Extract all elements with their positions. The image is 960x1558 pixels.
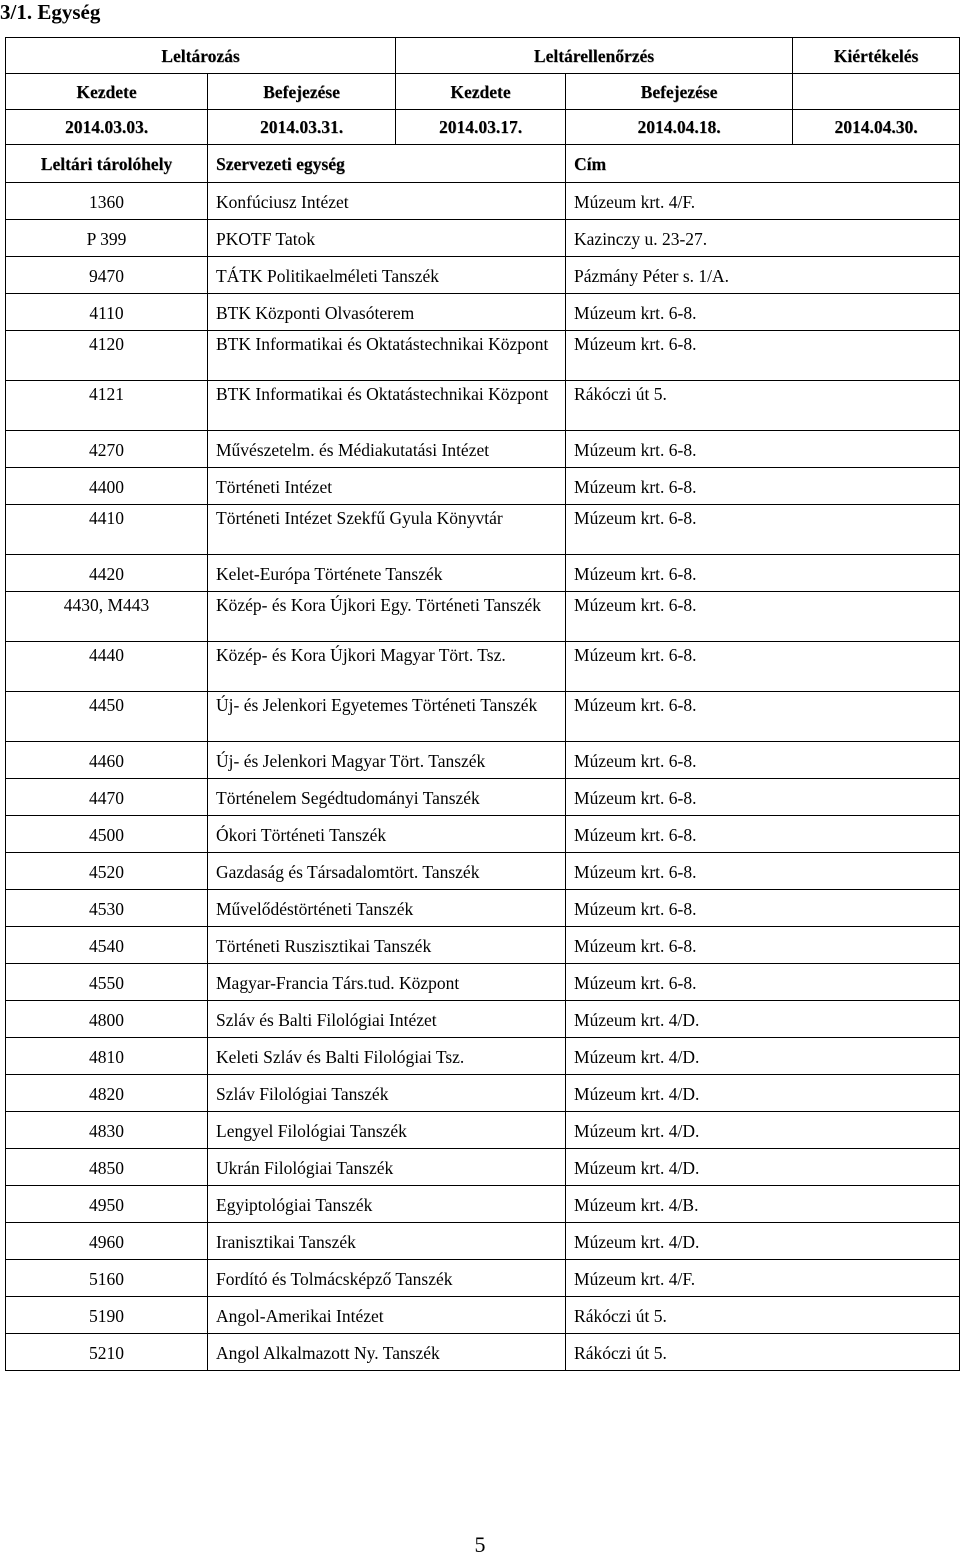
address-cell: Múzeum krt. 6-8.	[566, 592, 960, 642]
address-cell: Múzeum krt. 4/D.	[566, 1112, 960, 1149]
storage-code-cell: 5190	[6, 1297, 208, 1334]
unit-cell: Történeti Intézet	[208, 468, 566, 505]
storage-code-cell: 4950	[6, 1186, 208, 1223]
unit-cell: BTK Informatikai és Oktatástechnikai Központ	[208, 381, 566, 431]
header-kezdete-2: Kezdete	[396, 74, 566, 110]
unit-cell: Ókori Történeti Tanszék	[208, 816, 566, 853]
unit-cell: BTK Központi Olvasóterem	[208, 294, 566, 331]
header-kezdete-1: Kezdete	[6, 74, 208, 110]
header-row-labels	[6, 74, 960, 110]
storage-code-cell: 4520	[6, 853, 208, 890]
table-row	[6, 692, 960, 742]
unit-cell: Angol-Amerikai Intézet	[208, 1297, 566, 1334]
address-cell: Múzeum krt. 6-8.	[566, 816, 960, 853]
table-row	[6, 1038, 960, 1075]
unit-cell: Szláv és Balti Filológiai Intézet	[208, 1001, 566, 1038]
address-cell: Múzeum krt. 6-8.	[566, 853, 960, 890]
header-befejezese-1: Befejezése	[208, 74, 396, 110]
storage-code-cell: 4450	[6, 692, 208, 742]
unit-cell: Kelet-Európa Története Tanszék	[208, 555, 566, 592]
storage-code-cell: 4550	[6, 964, 208, 1001]
unit-cell: Új- és Jelenkori Magyar Tört. Tanszék	[208, 742, 566, 779]
table-row	[6, 555, 960, 592]
storage-code-cell: 4800	[6, 1001, 208, 1038]
address-cell: Múzeum krt. 4/D.	[566, 1223, 960, 1260]
column-header-egyseg: Szervezeti egység	[208, 145, 566, 183]
header-row-phases	[6, 38, 960, 74]
column-header-cim: Cím	[566, 145, 960, 183]
header-kiertekeles: Kiértékelés	[793, 38, 960, 74]
address-cell: Múzeum krt. 4/D.	[566, 1075, 960, 1112]
unit-cell: Ukrán Filológiai Tanszék	[208, 1149, 566, 1186]
unit-cell: TÁTK Politikaelméleti Tanszék	[208, 257, 566, 294]
header-empty-cell	[793, 74, 960, 110]
address-cell: Múzeum krt. 6-8.	[566, 331, 960, 381]
address-cell: Múzeum krt. 4/D.	[566, 1001, 960, 1038]
table-row	[6, 1112, 960, 1149]
date-cell: 2014.03.03.	[6, 110, 208, 145]
unit-cell: Művészetelm. és Médiakutatási Intézet	[208, 431, 566, 468]
table-row	[6, 592, 960, 642]
address-cell: Múzeum krt. 6-8.	[566, 468, 960, 505]
unit-cell: Történeti Ruszisztikai Tanszék	[208, 927, 566, 964]
address-cell: Múzeum krt. 6-8.	[566, 555, 960, 592]
storage-code-cell: 5160	[6, 1260, 208, 1297]
storage-code-cell: 9470	[6, 257, 208, 294]
table-row	[6, 890, 960, 927]
address-cell: Múzeum krt. 6-8.	[566, 505, 960, 555]
table-row	[6, 1260, 960, 1297]
storage-code-cell: P 399	[6, 220, 208, 257]
storage-code-cell: 4120	[6, 331, 208, 381]
unit-cell: Magyar-Francia Társ.tud. Központ	[208, 964, 566, 1001]
storage-code-cell: 4410	[6, 505, 208, 555]
table-row	[6, 964, 960, 1001]
table-row	[6, 220, 960, 257]
date-cell: 2014.04.18.	[566, 110, 793, 145]
address-cell: Kazinczy u. 23-27.	[566, 220, 960, 257]
unit-cell: Történelem Segédtudományi Tanszék	[208, 779, 566, 816]
header-leltarellenorzes: Leltárellenőrzés	[396, 38, 793, 74]
address-cell: Múzeum krt. 6-8.	[566, 779, 960, 816]
table-row	[6, 183, 960, 220]
storage-code-cell: 4810	[6, 1038, 208, 1075]
storage-code-cell: 4430, M443	[6, 592, 208, 642]
storage-code-cell: 4400	[6, 468, 208, 505]
address-cell: Rákóczi út 5.	[566, 1334, 960, 1371]
unit-cell: Fordító és Tolmácsképző Tanszék	[208, 1260, 566, 1297]
table-row	[6, 505, 960, 555]
address-cell: Múzeum krt. 4/F.	[566, 183, 960, 220]
unit-cell: Közép- és Kora Újkori Egy. Történeti Tanszék	[208, 592, 566, 642]
address-cell: Múzeum krt. 6-8.	[566, 742, 960, 779]
table-row	[6, 1334, 960, 1371]
storage-code-cell: 5210	[6, 1334, 208, 1371]
unit-cell: Keleti Szláv és Balti Filológiai Tsz.	[208, 1038, 566, 1075]
address-cell: Múzeum krt. 4/D.	[566, 1149, 960, 1186]
date-cell: 2014.03.31.	[208, 110, 396, 145]
storage-code-cell: 4820	[6, 1075, 208, 1112]
unit-cell: Történeti Intézet Szekfű Gyula Könyvtár	[208, 505, 566, 555]
storage-code-cell: 4420	[6, 555, 208, 592]
address-cell: Múzeum krt. 4/B.	[566, 1186, 960, 1223]
unit-cell: Angol Alkalmazott Ny. Tanszék	[208, 1334, 566, 1371]
table-row	[6, 816, 960, 853]
address-cell: Múzeum krt. 6-8.	[566, 294, 960, 331]
header-befejezese-2: Befejezése	[566, 74, 793, 110]
section-title: 3/1. Egység	[0, 0, 101, 24]
table-row	[6, 1297, 960, 1334]
table-row	[6, 331, 960, 381]
storage-code-cell: 4960	[6, 1223, 208, 1260]
address-cell: Rákóczi út 5.	[566, 1297, 960, 1334]
table-row	[6, 779, 960, 816]
storage-code-cell: 4110	[6, 294, 208, 331]
unit-cell: PKOTF Tatok	[208, 220, 566, 257]
unit-cell: Lengyel Filológiai Tanszék	[208, 1112, 566, 1149]
address-cell: Múzeum krt. 4/F.	[566, 1260, 960, 1297]
storage-code-cell: 4850	[6, 1149, 208, 1186]
table-row	[6, 431, 960, 468]
header-leltarozas: Leltározás	[6, 38, 396, 74]
address-cell: Múzeum krt. 6-8.	[566, 964, 960, 1001]
unit-cell: Konfúciusz Intézet	[208, 183, 566, 220]
storage-code-cell: 4830	[6, 1112, 208, 1149]
table-row	[6, 642, 960, 692]
unit-cell: Közép- és Kora Újkori Magyar Tört. Tsz.	[208, 642, 566, 692]
date-cell: 2014.04.30.	[793, 110, 960, 145]
address-cell: Múzeum krt. 6-8.	[566, 927, 960, 964]
table-row	[6, 1149, 960, 1186]
table-row	[6, 927, 960, 964]
storage-code-cell: 4540	[6, 927, 208, 964]
unit-cell: Egyiptológiai Tanszék	[208, 1186, 566, 1223]
date-cell: 2014.03.17.	[396, 110, 566, 145]
storage-code-cell: 4530	[6, 890, 208, 927]
storage-code-cell: 4470	[6, 779, 208, 816]
table-row	[6, 468, 960, 505]
address-cell: Múzeum krt. 6-8.	[566, 692, 960, 742]
storage-code-cell: 4440	[6, 642, 208, 692]
storage-code-cell: 4121	[6, 381, 208, 431]
table-row	[6, 742, 960, 779]
table-row	[6, 853, 960, 890]
unit-cell: Új- és Jelenkori Egyetemes Történeti Tanszék	[208, 692, 566, 742]
unit-cell: Iranisztikai Tanszék	[208, 1223, 566, 1260]
unit-cell: Szláv Filológiai Tanszék	[208, 1075, 566, 1112]
table-row	[6, 1075, 960, 1112]
address-cell: Pázmány Péter s. 1/A.	[566, 257, 960, 294]
header-row-dates	[6, 110, 960, 145]
storage-code-cell: 4500	[6, 816, 208, 853]
address-cell: Múzeum krt. 6-8.	[566, 890, 960, 927]
address-cell: Rákóczi út 5.	[566, 381, 960, 431]
table-row	[6, 294, 960, 331]
table-row	[6, 257, 960, 294]
table-row	[6, 1186, 960, 1223]
storage-code-cell: 4460	[6, 742, 208, 779]
page-number: 5	[474, 1532, 486, 1557]
unit-cell: Gazdaság és Társadalomtört. Tanszék	[208, 853, 566, 890]
table-row	[6, 381, 960, 431]
address-cell: Múzeum krt. 6-8.	[566, 431, 960, 468]
storage-code-cell: 4270	[6, 431, 208, 468]
unit-cell: BTK Informatikai és Oktatástechnikai Központ	[208, 331, 566, 381]
table-row	[6, 1001, 960, 1038]
storage-code-cell: 1360	[6, 183, 208, 220]
column-header-tarolohely: Leltári tárolóhely	[6, 145, 208, 183]
inventory-table	[5, 37, 960, 1371]
table-row	[6, 1223, 960, 1260]
unit-cell: Művelődéstörténeti Tanszék	[208, 890, 566, 927]
address-cell: Múzeum krt. 4/D.	[566, 1038, 960, 1075]
header-row-columns	[6, 145, 960, 183]
address-cell: Múzeum krt. 6-8.	[566, 642, 960, 692]
